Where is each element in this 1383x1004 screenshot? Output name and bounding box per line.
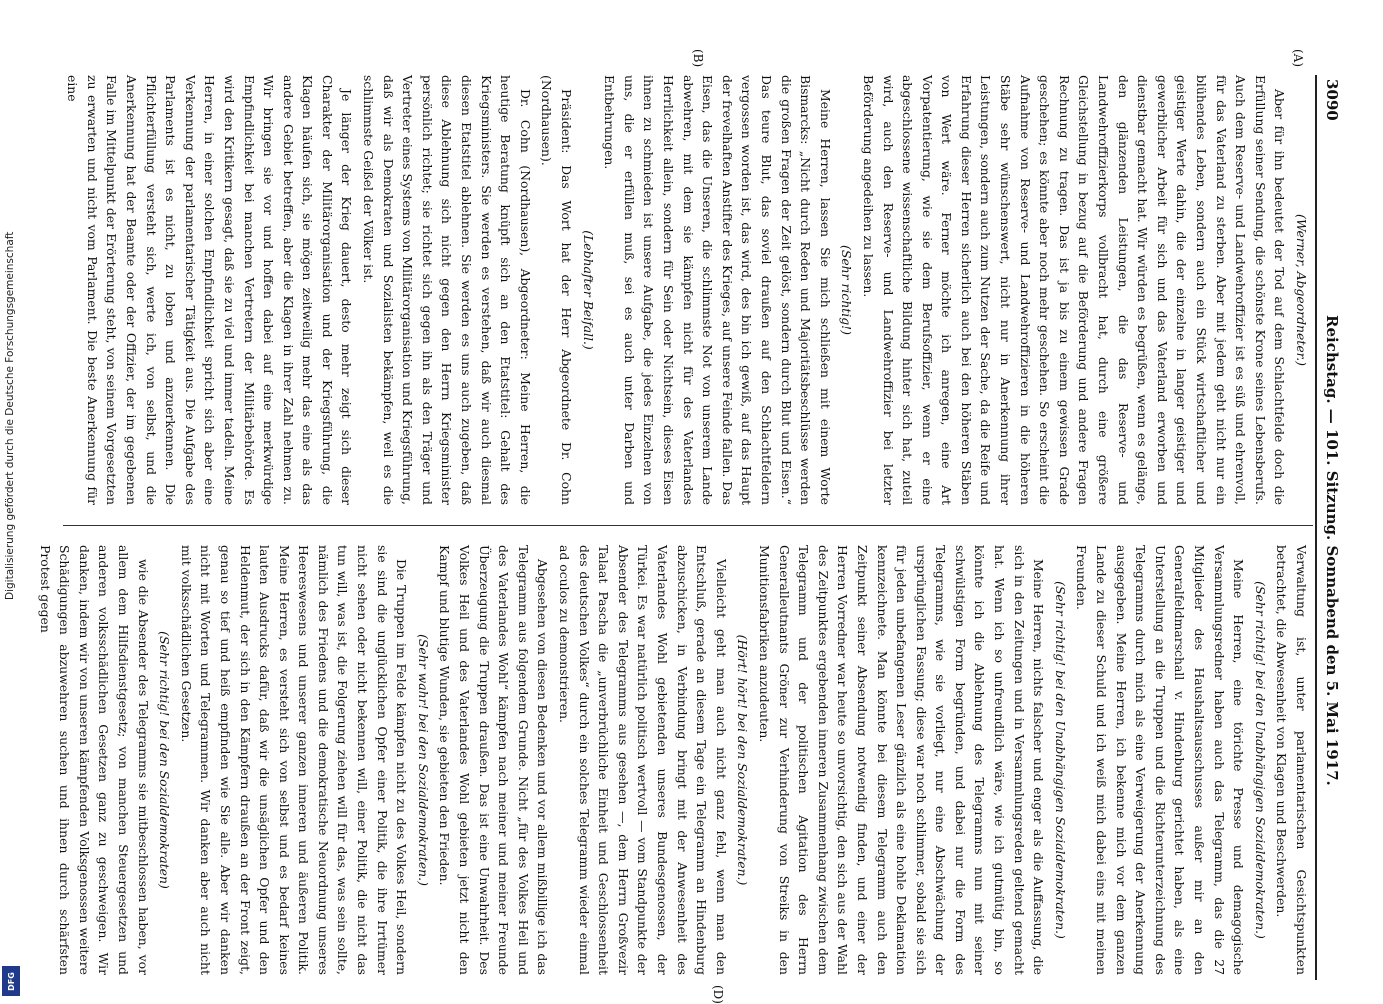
stage-direction: (Sehr richtig!) xyxy=(839,245,855,335)
stage-direction: (Lebhafter Beifall.) xyxy=(580,230,596,350)
scanned-page xyxy=(37,49,1345,1004)
rotated-page-content xyxy=(37,49,1345,1004)
right-column xyxy=(37,545,1311,975)
paragraph: Die Truppen im Felde kämpfen nicht zu des Volkes Heil, sondern sie sind die unglücklichen Opfer einer Politik, die ihre Irrtümer nicht sehen oder nicht bekennen will, einer Politik, die nicht das tun will, was ist, die Folgerung ziehen will für das, was sein sollte, nämlich des Friedens und die demokratische Neuordnung unseres Heereswesens und unserer ganzen inneren und äußeren Politik. Meine Herren, es versteht sich von selbst und es bedarf keines lauten Ausdrucks dafür, daß wir die unsäglichen Opfer und den Heldenmut, der sich in den Kämpfern draußen an der Front zeigt, genau so tief und heiß empfinden wie Sie alle. Aber wir danken nicht mit Worten und Telegrammen. Wir danken aber auch nicht mit volksschädlichen Gesetzen. xyxy=(178,545,410,975)
speaker-heading: (Werner, Abgeordneter.) xyxy=(1294,214,1309,366)
paragraph: Vielleicht geht man auch nicht ganz fehl, wenn man den Entschluß, gerade an diesem Tage ein Telegramm an Hindenburg abzuschicken, in Verbindung bringt mit der Anwesenheit des Vaterlandes Wohl gebietenden unseres Bundesgenossen, der Türkei. Es war natürlich politisch wertvoll — vom Standpunkte der Absender des Telegramms aus gesehen —, dem Herrn Großvezir Talaat Pascha die „unverbrüchliche Einheit und Geschlossenheit des deutschen Volkes“ durch ein solches Telegramm wieder einmal ad oculos zu demonstrieren. xyxy=(557,545,729,975)
page-title: Reichstag. — 101. Sitzung. Sonnabend den 5. Mai 1917. xyxy=(1323,315,1341,786)
stage-direction: (Sehr wahr! bei den Sozialdemokraten.) xyxy=(415,634,431,886)
paragraph: Meine Herren, eine törichte Presse und demagogische Versammlungsredner haben auch das Telegramm, das die 27 Mitglieder des Haushaltsausschusses außer mir an den Generalfeldmarschall v. Hindenburg gerichtet haben, als eine Unterstellung an die Truppen und die Richterunterzeichnung des Telegramms durch mich als eine Verweigerung der Anerkennung ausgegeben. Meine Herren, ich bekenne mich vor dem ganzen Lande zu dieser Schuld und ich weiß mich dabei eins mit meinen Freunden. xyxy=(1074,545,1247,975)
page-header xyxy=(1315,75,1345,980)
dfg-logo xyxy=(2,966,20,996)
margin-label-a: (A) xyxy=(1291,49,1305,68)
stage-direction: (Hört! hört! bei den Sozialdemokraten.) xyxy=(735,634,751,886)
left-column xyxy=(61,75,1311,505)
paragraph: Verwaltung ist, unter parlamentarischen Gesichtspunkten betrachtet, die Abwesenheit von Klagen und Beschwerden. xyxy=(1274,545,1309,975)
paragraph: Meine Herren, nichts falscher und enger als die Auffassung, die sich in den Zeitungen und in Versammlungsreden geltend gemacht hat. Wenn ich so unfreundlich wäre, wie ich gutmütig bin, so könnte ich die Ablehnung des Telegramms nun mit seiner schwülstigen Form begründen, und dabei nur die Form des Telegramms, wie sie vorliegt, nur eine Abschwächung der ursprünglichen Fassung; diese war noch schlimmer, sobald sie sich für jeden unbefangenen Leser gänzlich als eine hohle Deklamation kennzeichnete. Man könnte bei diesem Telegramm auch den Zeitpunkt seiner Absendung notwendig finden, und einer der Herren Vorredner war heute so unvorsichtig, den sich aus der Wahl des Zeitpunktes ergebenden inneren Zusammenhang zwischen dem Telegramm und der politischen Agitation des Herrn Generalleutnants Gröner zur Verhinderung von Streiks in den Munitionsfabriken anzudeuten. xyxy=(756,545,1047,975)
paragraph: Dr. Cohn (Nordhausen), Abgeordneter: Meine Herren, die heutige Beratung knüpft sich an den Etatstitel: Gehalt des Kriegsministers. Sie werden es verstehen, daß wir auch diesmal diesen Etatstitel ablehnen. Sie werden es uns auch zugeben, daß diese Ablehnung sich nicht gegen den Herrn Kriegsminister persönlich richtet; sie richtet sich gegen ihn als den Träger und Vertreter eines Systems von Militärorganisation und Kriegsführung, daß wir als Demokraten und Sozialisten bekämpfen, weil es die schlimmste Geißel der Völker ist. xyxy=(361,75,533,505)
stage-direction: (Sehr richtig! bei den Unabhängigen Sozialdemokraten.) xyxy=(1052,581,1068,939)
digitization-credit: Digitalisierung gefördert durch die Deutsche Forschungsgemeinschaft xyxy=(4,231,16,600)
stage-direction: (Sehr richtig! bei den Sozialdemokraten) xyxy=(157,631,173,889)
paragraph: Präsident: Das Wort hat der Herr Abgeordnete Dr. Cohn (Nordhausen). xyxy=(539,75,575,505)
paragraph: Meine Herren, lassen Sie mich schließen mit einem Worte Bismarcks: „Nicht durch Reden und Majoritätsbeschlüsse werden die großen Fragen der Zeit gelöst, sondern durch Blut und Eisen.“ Das teure Blut, das soviel draußen auf den Schlachtfeldern vergossen worden ist, das wird, des bin ich gewiß, auf das Haupt der frevelhaften Anstifter des Krieges, auf unsere Feinde fallen. Das Eisen, das die Unseren, die schlimmste Not von unserem Lande abwehren, mit dem sie kämpfen nicht für des Vaterlandes Herrlichkeit allein, sondern für Sein oder Nichtsein, dieses Eisen ihnen zu schmieden ist unsere Aufgabe, die jedes Einzelnen von uns, die er erfüllen muß, sei es auch unter Darben und Entbehrungen. xyxy=(602,75,833,505)
column-divider xyxy=(63,525,1313,526)
margin-label-d: (D) xyxy=(711,985,725,1004)
paragraph: Abgesehen von diesen Bedenken und vor allem mißbillige ich das Telegramm aus folgendem Grunde. Nicht „für des Volkes Heil und des Vaterlandes Wohl“ kämpfen nach meiner und meiner Freunde Überzeugung die Truppen draußen. Das ist eine Unwahrheit. Des Volkes Heil und des Vaterlandes Wohl gebieten jetzt nicht den Kampf und blutige Wunden, sie gebieten den Frieden. xyxy=(437,545,551,975)
paragraph: wie die Absender des Telegramms sie mitbeschlossen haben, vor allem dem Hilfsdienstgesetz; von manchen Steuergesetzen und anderen volksschädlichen Gesetzen ganz zu geschweigen. Wir danken, indem wir von unseren kämpfenden Volksgenossen weitere Schädigungen abzuwehren suchen und ihnen durch schärfsten Protest gegen xyxy=(37,545,151,975)
page-number: 3090 xyxy=(1323,79,1341,121)
paragraph: Aber für ihn bedeutet der Tod auf dem Schlachtfelde doch die Erfüllung seiner Sendung, die schönste Krone seines Lebensberufs. Auch dem Reserve- und Landwehroffizier ist es süß und ehrenvoll, für das Vaterland zu sterben. Aber mit jedem geht nicht nur ein blühendes Leben, sondern auch ein Stück wirtschaftlicher und geistiger Werte dahin, die der einzelne in langer geistiger und gewerblicher Arbeit für sich und das Vaterland erworben und dienstbar gemacht hat. Wir würden es begrüßen, wenn es gelänge, den glänzenden Leistungen, die das Reserve- und Landwehroffizierkorps vollbracht hat, durch eine größere Gleichstellung in bezug auf die Beförderung und andere Fragen Rechnung zu tragen. Das ist ja bis zu einem gewissen Grade geschehen; es könnte aber noch mehr geschehen. So erscheint die Aufnahme von Reserve- und Landwehroffizieren in die höheren Stäbe sehr wünschenswert, nicht nur in Anerkennung ihrer Leistungen, sondern auch zum Nutzen der Sache, da die Reife und Erfahrung dieser Herren sicherlich auch bei den höheren Stäben von Wert wäre. Ferner möchte ich anregen, eine Art Vorpatentierung, wie sie dem Berufsoffizier, wenn er eine abgeschlossene wissenschaftliche Bildung hinter sich hat, zuteil wird, auch den Reserve- und Landwehroffizier bei letzter Beförderung angedeihen zu lassen. xyxy=(860,75,1288,505)
margin-label-b: (B) xyxy=(691,49,705,68)
paragraph: Je länger der Krieg dauert, desto mehr zeigt sich dieser Charakter der Militärorganisation und der Kriegsführung, die Klagen häufen sich, sie mögen zeitweilig mehr das eine als das andere Gebiet betreffen, aber die Klagen in ihrer Zahl nehmen zu. Wir bringen sie vor und hoffen dabei auf eine merkwürdige Empfindlichkeit bei manchen Vertretern der Militärbehörde. Es wird den Kritikern gesagt, daß sie zu viel und immer tadeln. Meine Herren, in einer solchen Empfindlichkeit spricht sich aber eine Verkennung der parlamentarischer Tätigkeit aus. Die Aufgabe des Parlaments ist es nicht, zu loben und anzuerkennen. Die Pflichterfüllung versteht sich, werte ich, von selbst, und die Anerkennung hat der Beamte oder der Offizier, der im gegebenen Falle im Mittelpunkt der Erörterung steht, von seinem Vorgesetzten zu erwarten und nicht vom Parlament. Die beste Anerkennung für eine xyxy=(65,75,355,505)
stage-direction: (Sehr richtig! bei den Unabhängigen Sozialdemokraten.) xyxy=(1252,581,1268,939)
dfg-logo-text: DFG xyxy=(6,971,16,991)
